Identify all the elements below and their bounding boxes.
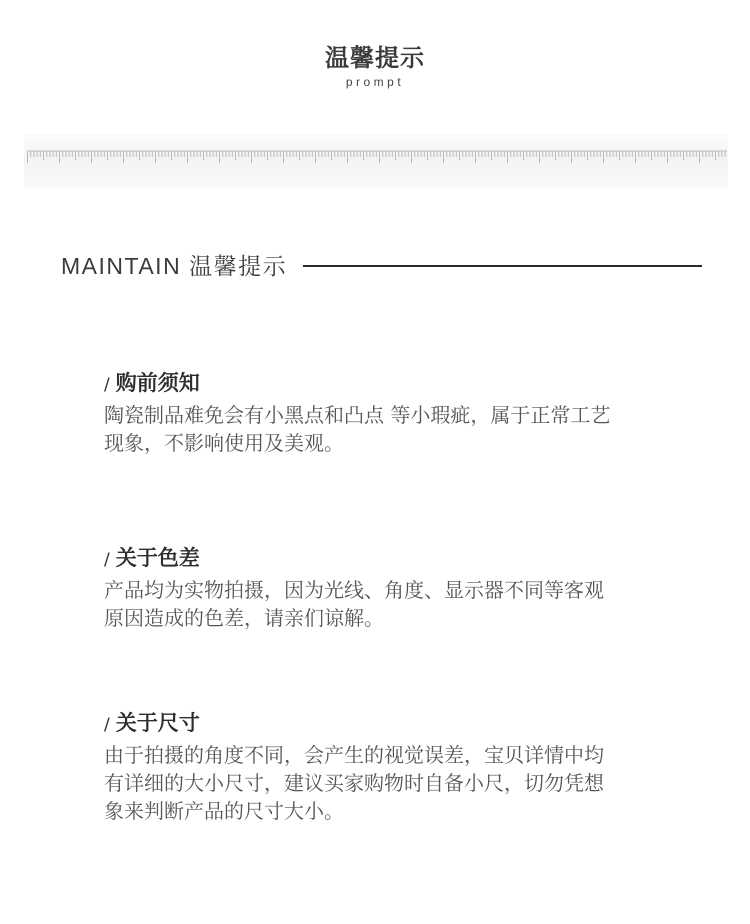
- notice-line: 象来判断产品的尺寸大小。: [104, 799, 344, 823]
- notice-line: 有详细的大小尺寸，建议买家购物时自备小尺，切勿凭想: [104, 771, 604, 795]
- notice-color-difference: [104, 541, 684, 632]
- notice-body: [104, 401, 684, 457]
- page-subtitle: prompt: [345, 75, 405, 89]
- notice-heading: [104, 366, 684, 400]
- notice-size: [104, 706, 684, 825]
- page-title: 温馨提示: [325, 44, 425, 72]
- slash-mark: /: [104, 375, 110, 395]
- slash-mark: /: [104, 715, 110, 735]
- section-divider: [303, 265, 702, 267]
- notice-body: [104, 741, 684, 825]
- notice-title: 关于尺寸: [115, 711, 200, 735]
- notice-heading: [104, 706, 684, 740]
- slash-mark: /: [104, 550, 110, 570]
- notice-line: 由于拍摄的角度不同，会产生的视觉误差，宝贝详情中均: [104, 743, 604, 767]
- notice-before-purchase: [104, 366, 684, 457]
- notice-heading: [104, 541, 684, 575]
- notice-line: 陶瓷制品难免会有小黑点和凸点 等小瑕疵，属于正常工艺: [104, 403, 611, 427]
- notice-line: 原因造成的色差，请亲们谅解。: [104, 606, 384, 630]
- notice-line: 现象，不影响使用及美观。: [104, 431, 344, 455]
- notice-title: 购前须知: [115, 371, 200, 395]
- notice-title: 关于色差: [115, 546, 200, 570]
- section-heading: MAINTAIN 温馨提示: [61, 253, 288, 279]
- ruler-decoration: [27, 150, 727, 166]
- notice-body: [104, 576, 684, 632]
- notice-line: 产品均为实物拍摄，因为光线、角度、显示器不同等客观: [104, 578, 604, 602]
